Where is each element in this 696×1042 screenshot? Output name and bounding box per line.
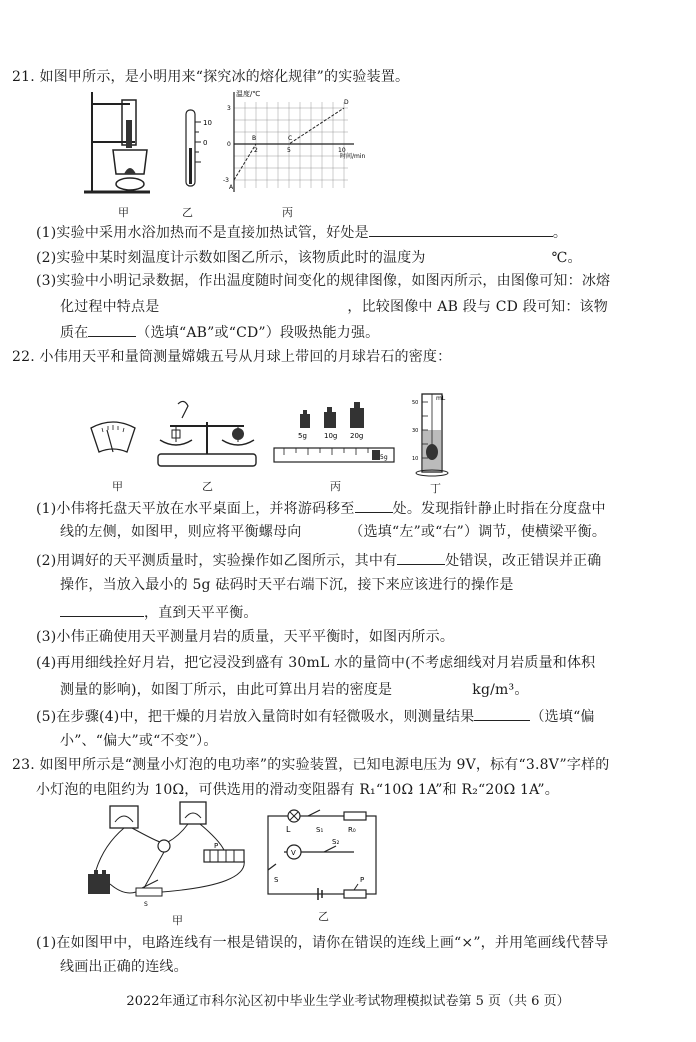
q21-part3-l1: (3)实验中小明记录数据，作出温度随时间变化的规律图像，如图丙所示，由图像可知：冰熔: [36, 273, 611, 289]
q22-part1-l2: 线的左侧，如图甲，则应将平衡螺母向 （选填“左”或“右”）调节，使横梁平衡。: [60, 524, 607, 540]
diagram-label-s1: S₁: [316, 826, 324, 834]
diagram-label-s2: S₂: [332, 838, 340, 846]
ruler-end: 5g: [380, 454, 388, 461]
q22-fig-dial: [88, 418, 138, 460]
q22-blank-5[interactable]: [392, 680, 472, 694]
cyl-tick: 30: [412, 428, 419, 434]
diagram-label-v: V: [291, 849, 296, 857]
q21-blank-4[interactable]: [88, 322, 136, 337]
thermo-tick-10: 10: [203, 119, 212, 127]
q22-part4-l2: 测量的影响)，如图丁所示，由此可算出月岩的密度是 kg/m³。: [60, 682, 529, 698]
graph-ylabel: 温度/℃: [236, 90, 261, 98]
q22-fig-cylinder: [410, 390, 460, 478]
q21-part3-l3: 质在 （选填“AB”或“CD”）段吸热能力强。: [60, 322, 379, 342]
q22-caption-ding: 丁: [430, 482, 441, 495]
q22-blank-3[interactable]: [397, 550, 445, 565]
graph-xlabel: 时间/min: [340, 153, 366, 160]
q21-blank-3[interactable]: [159, 297, 347, 311]
circuit-physical-p: P: [214, 842, 219, 850]
q21-blank-2[interactable]: [426, 248, 552, 262]
q22-part2-l1: (2)用调好的天平测质量时，实验操作如乙图所示，其中有 处错误，改正错误并正确: [36, 550, 601, 570]
q23-fig-circuit-physical: [84, 800, 254, 912]
diagram-label-s: S: [274, 876, 279, 884]
diagram-label-r0: R₀: [348, 826, 356, 834]
q23-part1-l2: 线画出正确的连线。: [60, 959, 188, 975]
weight-10g: 10g: [324, 432, 338, 440]
q22-part2-l3: ，直到天平平衡。: [60, 602, 258, 622]
q22-fig-balance: [152, 400, 262, 472]
q22-part5-l2: 小”、“偏大”或“不变”）。: [60, 733, 218, 749]
q23-fig-circuit-diagram: [264, 808, 384, 906]
q23-stem-l2: 小灯泡的电阻约为 10Ω，可供选用的滑动变阻器有 R₁“10Ω 1A”和 R₂“20Ω 1A”。: [36, 782, 559, 798]
q23-part1-l1: (1)在如图甲中，电路连线有一根是错误的，请你在错误的连线上画“×”，并用笔画线代替导: [36, 935, 609, 951]
weight-5g: 5g: [298, 432, 307, 440]
q23-caption-jia: 甲: [172, 914, 183, 927]
q22-caption-bing: 丙: [330, 480, 341, 493]
q21-fig-apparatus: [80, 92, 170, 202]
q22-blank-6[interactable]: [474, 706, 530, 721]
q21-blank-1[interactable]: [369, 222, 553, 237]
cyl-tick: 10: [412, 456, 419, 462]
q21-fig-thermometer: [178, 108, 218, 193]
graph-xtick: 10: [338, 147, 346, 154]
q22-blank-4[interactable]: [60, 602, 144, 617]
q22-fig-weights: [272, 402, 398, 472]
q21-caption-yi: 乙: [182, 206, 193, 219]
q22-part5-l1: (5)在步骤(4)中，把干燥的月岩放入量筒时如有轻微吸水，则测量结果 （选填“偏: [36, 706, 595, 726]
circuit-physical-s: S: [144, 901, 148, 908]
graph-xtick: 5: [287, 147, 291, 154]
q21-part1: (1)实验中采用水浴加热而不是直接加热试管，好处是 。: [36, 222, 567, 242]
q23-stem-l1: 23. 如图甲所示是“测量小灯泡的电功率”的实验装置，已知电源电压为 9V，标有“3.8V”字样的: [12, 757, 610, 773]
graph-point-d: D: [344, 99, 349, 106]
q22-part4-l1: (4)再用细线拴好月岩，把它浸没到盛有 30mL 水的量筒中(不考虑细线对月岩质量和体积: [36, 655, 596, 671]
q21-caption-bing: 丙: [282, 206, 293, 219]
q21-part2: (2)实验中某时刻温度计示数如图乙所示，该物质此时的温度为 ℃。: [36, 250, 582, 266]
graph-point-a: A: [229, 184, 234, 191]
page-footer: 2022年通辽市科尔沁区初中毕业生学业考试物理模拟试卷第 5 页（共 6 页）: [126, 994, 570, 1009]
diagram-label-p: P: [360, 876, 365, 884]
graph-point-b: B: [252, 135, 257, 142]
q21-caption-jia: 甲: [118, 206, 129, 219]
q22-part1-l1: (1)小伟将托盘天平放在水平桌面上，并将游码移至 处。发现指针静止时指在分度盘中: [36, 498, 606, 518]
q22-caption-jia: 甲: [112, 480, 123, 493]
q22-stem: 22. 小伟用天平和量筒测量嫦娥五号从月球上带回的月球岩石的密度：: [12, 349, 452, 365]
q21-stem: 21. 如图甲所示，是小明用来“探究冰的熔化规律”的实验装置。: [12, 69, 410, 85]
cyl-unit: mL: [436, 395, 446, 402]
q22-part3: (3)小伟正确使用天平测量月岩的质量，天平平衡时，如图丙所示。: [36, 629, 455, 645]
graph-xtick: 2: [254, 147, 258, 154]
cyl-tick: 50: [412, 400, 419, 406]
q23-caption-yi: 乙: [318, 910, 329, 923]
thermo-tick-0: 0: [203, 139, 208, 147]
diagram-label-l: L: [286, 825, 291, 834]
q22-caption-yi: 乙: [202, 480, 213, 493]
q22-blank-2[interactable]: [301, 522, 349, 536]
q21-fig-graph: [218, 88, 368, 200]
graph-ytick: -3: [223, 177, 229, 184]
weight-20g: 20g: [350, 432, 364, 440]
q22-part2-l2: 操作，当放入最小的 5g 砝码时天平右端下沉，接下来应该进行的操作是: [60, 577, 514, 593]
q21-part3-l2: 化过程中特点是 ，比较图像中 AB 段与 CD 段可知：该物: [60, 299, 608, 315]
graph-point-c: C: [288, 135, 293, 142]
graph-ytick: 0: [227, 141, 231, 148]
q22-blank-1[interactable]: [355, 498, 393, 513]
graph-ytick: 3: [227, 105, 231, 112]
